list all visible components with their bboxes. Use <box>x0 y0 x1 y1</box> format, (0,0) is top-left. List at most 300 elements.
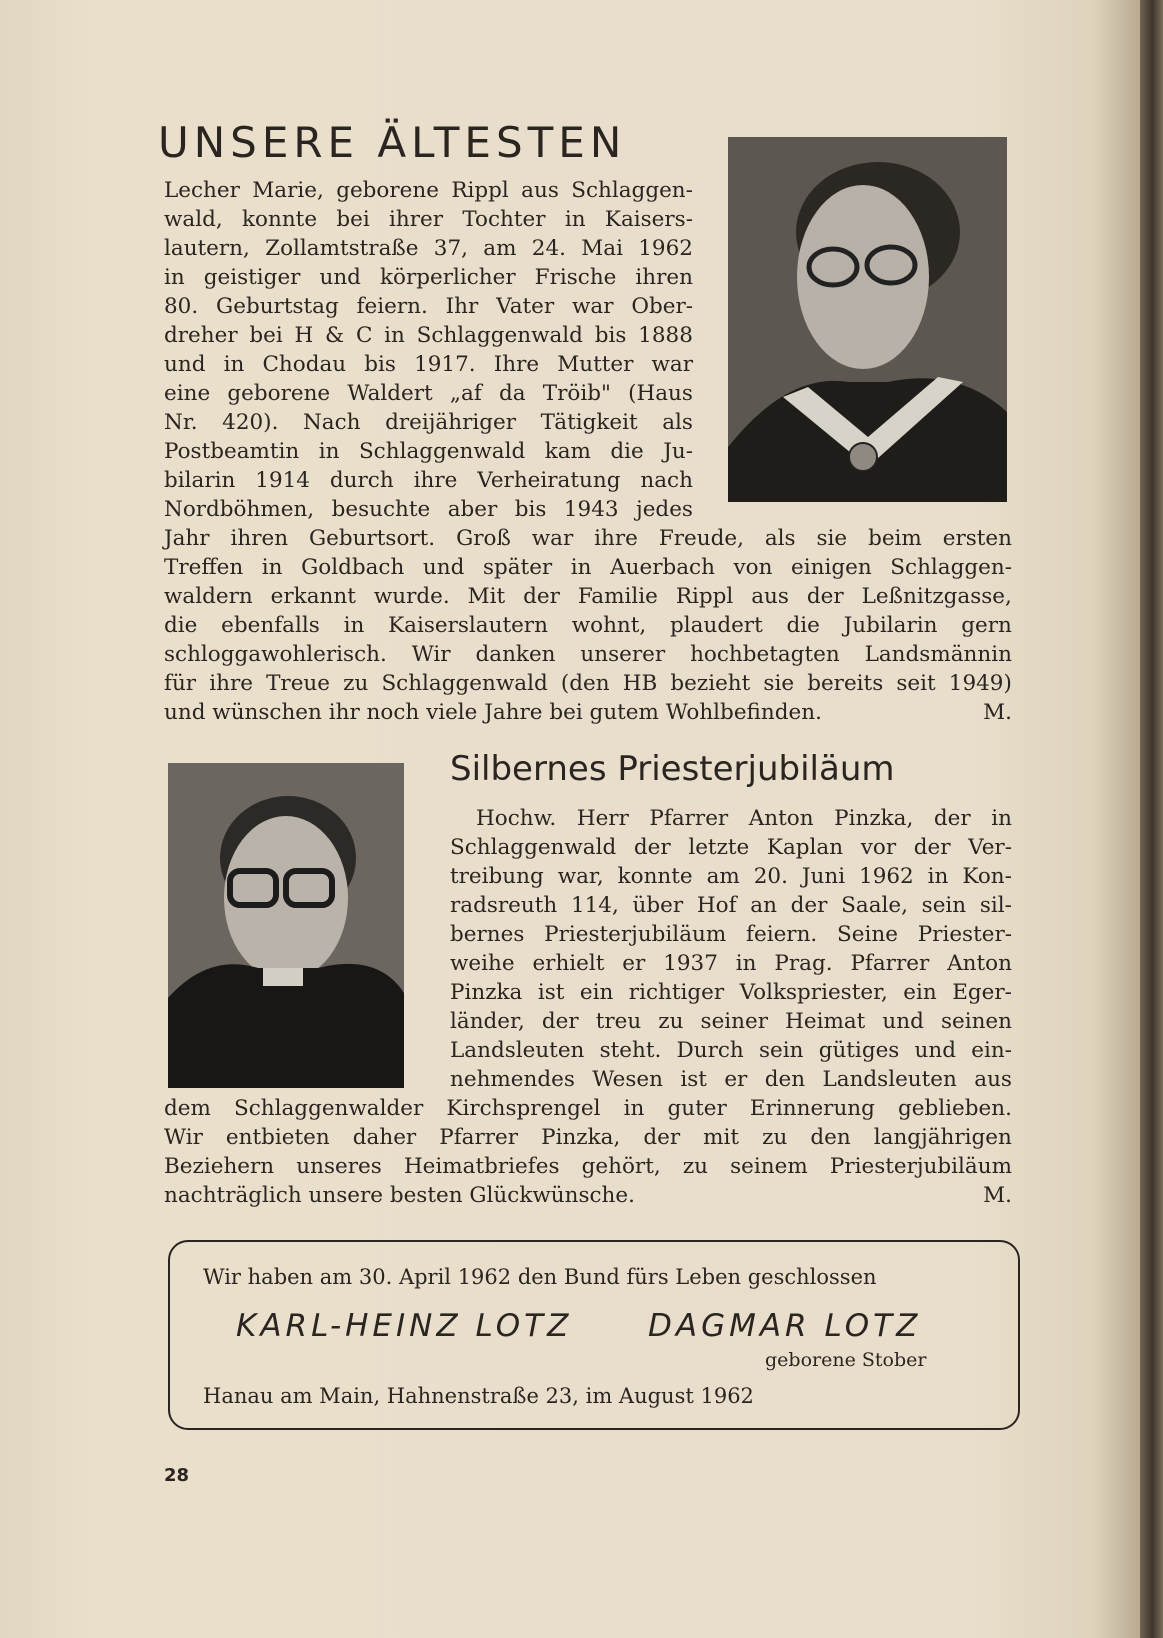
word: Schlaggenwald <box>416 323 583 348</box>
word: feiern. <box>746 922 818 947</box>
word: und <box>319 265 361 290</box>
word: einigen <box>791 555 872 580</box>
word: in <box>570 555 592 580</box>
word: die <box>786 613 820 638</box>
word: 1937 <box>663 951 718 976</box>
word: seinen <box>940 1009 1012 1034</box>
text-line-content <box>476 804 1012 833</box>
word: Volkspriester, <box>739 980 888 1005</box>
heading-unsere-aeltesten: UNSERE ÄLTESTEN <box>158 118 627 167</box>
word: Hof <box>696 893 737 918</box>
word: Familie <box>577 584 658 609</box>
word: nach <box>640 468 693 493</box>
word: über <box>632 893 684 918</box>
word: Geburtstag <box>216 294 339 319</box>
word: geborene <box>336 178 439 203</box>
word: treu <box>595 1009 642 1034</box>
text-line-content <box>164 466 693 495</box>
word: bis <box>594 323 627 348</box>
word: gütiges <box>818 1038 900 1063</box>
word: radsreuth <box>450 893 558 918</box>
word: der <box>790 893 828 918</box>
word: weihe <box>450 951 515 976</box>
word: Priesterjubiläum <box>829 1154 1012 1179</box>
text-line-content: und wünschen ihr noch viele Jahre bei gutem Wohlbefinden. <box>164 700 822 725</box>
text-line <box>164 466 693 495</box>
word: ein <box>903 980 937 1005</box>
word: erhielt <box>532 951 605 976</box>
text-line-content <box>164 640 1012 669</box>
word: 1888 <box>638 323 693 348</box>
text-line <box>164 437 693 466</box>
text-line-content <box>164 1152 1012 1181</box>
word: Pinzka, <box>541 1125 621 1150</box>
word: der <box>541 1009 579 1034</box>
word: als <box>764 526 796 551</box>
word: in <box>261 555 283 580</box>
text-line <box>450 920 1012 949</box>
word: der <box>806 584 844 609</box>
word: Schlaggenwalder <box>234 1096 424 1121</box>
word: Lecher <box>164 178 240 203</box>
text-line <box>450 862 1012 891</box>
word: Seine <box>837 922 898 947</box>
text-line <box>164 524 1012 553</box>
word: Geburtsort. <box>308 526 436 551</box>
word: Zollamtstraße <box>265 236 419 261</box>
text-line-content <box>450 1036 1012 1065</box>
word: Beziehern <box>164 1154 275 1179</box>
text-line-content <box>450 949 1012 978</box>
text-line <box>164 379 693 408</box>
text-line <box>164 553 1012 582</box>
word: ihren <box>635 265 693 290</box>
word: später <box>482 555 553 580</box>
word: Rippl <box>675 584 734 609</box>
word: Prag. <box>774 951 833 976</box>
word: Anton <box>947 951 1012 976</box>
word: HB <box>622 671 658 696</box>
word: dreijähriger <box>385 410 516 435</box>
word: Jahr <box>164 526 210 551</box>
word: bernes <box>450 922 525 947</box>
text-line-content <box>164 495 693 524</box>
word: Postbeamtin <box>164 439 300 464</box>
text-line-content <box>164 1123 1012 1152</box>
word: seinem <box>730 1154 808 1179</box>
text-line <box>450 1065 1012 1094</box>
text-line-content <box>164 408 693 437</box>
word: der <box>633 835 671 860</box>
word: ihre <box>209 671 253 696</box>
word: Kirchsprengel <box>446 1096 601 1121</box>
word: ihrer <box>389 207 444 232</box>
text-line-content <box>450 891 1012 920</box>
word: bezieht <box>670 671 751 696</box>
text-line <box>164 234 693 263</box>
page-spine <box>1140 0 1163 1638</box>
text-line <box>164 495 693 524</box>
text-line-content <box>164 553 1012 582</box>
text-line <box>164 205 693 234</box>
word: erkannt <box>270 584 356 609</box>
word: Mutter <box>557 352 634 377</box>
word: Ihr <box>445 294 479 319</box>
text-line <box>164 1152 1012 1181</box>
word: Landsleuten <box>450 1038 585 1063</box>
word: Heimat <box>785 1009 866 1034</box>
word: Landsmännin <box>864 642 1012 667</box>
announcement-line: Wir haben am 30. April 1962 den Bund fürs Leben geschlossen <box>203 1265 877 1289</box>
word: ersten <box>942 526 1012 551</box>
word: schloggawohlerisch. <box>164 642 387 667</box>
word: Nordböhmen, <box>164 497 315 522</box>
word: an <box>750 893 777 918</box>
word: ihren <box>230 526 289 551</box>
text-line-content <box>164 176 693 205</box>
text-line <box>164 669 1012 698</box>
text-line <box>476 804 1012 833</box>
word: Priesterjubiläum <box>544 922 727 947</box>
word: ihre <box>594 526 638 551</box>
text-line-content <box>164 379 693 408</box>
word: Kaiserslautern <box>388 613 548 638</box>
word: 1917. <box>414 352 476 377</box>
text-line-content <box>164 292 693 321</box>
word: Waldert <box>347 381 433 406</box>
word: den <box>810 1125 851 1150</box>
word: Schlaggen- <box>571 178 693 203</box>
word: entbieten <box>225 1125 330 1150</box>
text-line-content <box>164 582 1012 611</box>
word: Treffen <box>164 555 244 580</box>
word: in <box>735 951 757 976</box>
word: Wesen <box>592 1067 663 1092</box>
text-line <box>164 408 693 437</box>
word: wohnt, <box>571 613 647 638</box>
bride-name: DAGMAR LOTZ <box>648 1308 922 1344</box>
word: Verheiratung <box>477 468 621 493</box>
word: sein <box>921 893 967 918</box>
word: Goldbach <box>301 555 405 580</box>
word: Chodau <box>262 352 347 377</box>
word: ein- <box>971 1038 1012 1063</box>
word: zu <box>682 1154 708 1179</box>
word: Leßnitzgasse, <box>861 584 1012 609</box>
word: konnte <box>617 864 693 889</box>
text-line <box>164 582 1012 611</box>
word: unserer <box>580 642 666 667</box>
word: in <box>927 864 949 889</box>
text-line <box>164 292 693 321</box>
text-line-content <box>450 862 1012 891</box>
word: die <box>610 439 644 464</box>
word: länder, <box>450 1009 525 1034</box>
word: der <box>643 1125 681 1150</box>
text-line <box>164 176 693 205</box>
word: die <box>164 613 198 638</box>
word: 420). <box>222 410 279 435</box>
word: richtiger <box>628 980 725 1005</box>
word: bis <box>514 497 547 522</box>
page-number: 28 <box>164 1465 190 1486</box>
word: Rippl <box>451 178 509 203</box>
word: 1949) <box>948 671 1012 696</box>
word: Erinnerung <box>749 1096 875 1121</box>
word: Tätigkeit <box>540 410 638 435</box>
word: (Haus <box>628 381 693 406</box>
word: der <box>523 584 560 609</box>
word: war, <box>557 864 604 889</box>
word: und <box>422 555 465 580</box>
word: besuchte <box>331 497 431 522</box>
word: war <box>572 294 614 319</box>
groom-name: KARL-HEINZ LOTZ <box>236 1308 573 1344</box>
word: Schlaggenwald <box>450 835 617 860</box>
heading-silbernes-priesterjubilaeum: Silbernes Priesterjubiläum <box>450 749 895 789</box>
word: aus <box>521 178 559 203</box>
word: plaudert <box>670 613 763 638</box>
word: Jubilarin <box>843 613 938 638</box>
word: in <box>623 1096 645 1121</box>
word: danken <box>475 642 556 667</box>
text-line-content <box>164 669 1012 698</box>
word: aus <box>974 1067 1012 1092</box>
word: ein <box>579 980 614 1005</box>
word: als <box>662 410 693 435</box>
word: bei <box>336 207 370 232</box>
word: Pinzka, <box>834 806 914 831</box>
word: ist <box>537 980 565 1005</box>
word: am <box>706 864 740 889</box>
word: steht. <box>599 1038 662 1063</box>
word: Kaplan <box>766 835 844 860</box>
word: in <box>343 613 365 638</box>
word: den <box>764 1067 806 1092</box>
word: Mai <box>581 236 623 261</box>
word: wald, <box>164 207 223 232</box>
text-line <box>164 263 693 292</box>
text-line-content <box>164 321 693 350</box>
word: bereits <box>807 671 884 696</box>
word: in <box>384 323 405 348</box>
word: Nach <box>302 410 361 435</box>
word: kam <box>544 439 591 464</box>
word: Freude, <box>658 526 744 551</box>
word: Heimatbriefes <box>403 1154 560 1179</box>
word: bilarin <box>164 468 236 493</box>
bride-maiden-name: geborene Stober <box>765 1349 927 1371</box>
word: sein <box>759 1038 804 1063</box>
text-line-content <box>164 611 1012 640</box>
word: Durch <box>676 1038 744 1063</box>
text-line-content: nachträglich unsere besten Glückwünsche. <box>164 1183 635 1208</box>
word: Vater <box>496 294 555 319</box>
word: Auerbach <box>610 555 715 580</box>
word: sil- <box>979 893 1012 918</box>
word: Schlaggenwald <box>381 671 548 696</box>
text-line <box>450 978 1012 1007</box>
word: Hochw. <box>476 806 557 831</box>
text-line-content <box>164 1094 1012 1123</box>
text-line <box>450 891 1012 920</box>
word: mit <box>703 1125 740 1150</box>
word: zu <box>343 671 369 696</box>
word: letzte <box>688 835 750 860</box>
word: in <box>991 806 1012 831</box>
word: hochbetagten <box>690 642 840 667</box>
text-line <box>450 1036 1012 1065</box>
text-line-content <box>450 978 1012 1007</box>
word: Pinzka <box>450 980 523 1005</box>
word: eine <box>164 381 211 406</box>
word: und <box>882 1009 924 1034</box>
word: gern <box>961 613 1012 638</box>
word: Pfarrer <box>850 951 930 976</box>
word: jedes <box>636 497 693 522</box>
text-line-content <box>450 1007 1012 1036</box>
word: Marie, <box>252 178 324 203</box>
text-line <box>164 698 1012 727</box>
word: nehmendes <box>450 1067 575 1092</box>
word: und <box>164 352 206 377</box>
word: in <box>223 352 245 377</box>
word: (den <box>560 671 610 696</box>
word: 37, <box>433 236 468 261</box>
word: Ver- <box>968 835 1012 860</box>
announcement-place-date: Hanau am Main, Hahnenstraße 23, im August 1962 <box>203 1384 754 1408</box>
word: Schlaggenwald <box>358 439 526 464</box>
word: körperlicher <box>379 265 516 290</box>
text-line <box>450 949 1012 978</box>
word: und <box>914 1038 957 1063</box>
word: Kon- <box>962 864 1012 889</box>
word: seit <box>896 671 936 696</box>
word: dreher <box>164 323 238 348</box>
word: 1943 <box>563 497 619 522</box>
text-line-content <box>450 1065 1012 1094</box>
text-line-content <box>164 263 693 292</box>
text-line <box>164 321 693 350</box>
word: sie <box>763 671 795 696</box>
word: 1914 <box>255 468 310 493</box>
word: daher <box>352 1125 417 1150</box>
word: da <box>499 381 526 406</box>
text-line-content <box>164 205 693 234</box>
word: seiner <box>700 1009 769 1034</box>
photo-priest <box>168 763 404 1088</box>
word: durch <box>329 468 394 493</box>
word: ebenfalls <box>221 613 320 638</box>
word: Eger- <box>952 980 1012 1005</box>
word: in <box>318 439 340 464</box>
word: bei <box>249 323 283 348</box>
word: Pfarrer <box>649 806 729 831</box>
word: Anton <box>748 806 814 831</box>
word: lautern, <box>164 236 250 261</box>
text-line-content <box>450 920 1012 949</box>
text-line-content <box>164 524 1012 553</box>
text-line <box>164 350 693 379</box>
word: zu <box>658 1009 684 1034</box>
word: 1962 <box>859 864 914 889</box>
word: langjährigen <box>873 1125 1012 1150</box>
word: konnte <box>242 207 318 232</box>
word: in <box>564 207 586 232</box>
text-line <box>164 1094 1012 1123</box>
text-line <box>164 1181 1012 1210</box>
word: sie <box>816 526 848 551</box>
word: Treue <box>266 671 330 696</box>
word: der <box>933 806 971 831</box>
word: Landsleuten <box>822 1067 957 1092</box>
text-line-content <box>164 350 693 379</box>
word: ihre <box>413 468 458 493</box>
word: Schlaggen- <box>890 555 1012 580</box>
word: ist <box>680 1067 707 1092</box>
word: Priester- <box>917 922 1012 947</box>
word: geistiger <box>203 265 301 290</box>
word: bis <box>364 352 396 377</box>
word: Wir <box>411 642 451 667</box>
word: 20. <box>753 864 788 889</box>
word: zu <box>762 1125 788 1150</box>
word: Juni <box>801 864 846 889</box>
word: aus <box>751 584 789 609</box>
word: beim <box>868 526 922 551</box>
word: von <box>733 555 773 580</box>
text-line <box>164 611 1012 640</box>
word: 24. <box>531 236 566 261</box>
word: 80. <box>164 294 199 319</box>
text-line <box>450 1007 1012 1036</box>
word: Tochter <box>462 207 546 232</box>
word: Groß <box>456 526 511 551</box>
word: & <box>325 323 345 348</box>
word: der <box>913 835 951 860</box>
word: H <box>294 323 314 348</box>
word: war <box>651 352 693 377</box>
word: gehört, <box>581 1154 661 1179</box>
word: Wir <box>164 1125 203 1150</box>
word: aber <box>447 497 498 522</box>
word: Herr <box>576 806 629 831</box>
word: unseres <box>296 1154 382 1179</box>
word: Saale, <box>841 893 908 918</box>
word: C <box>355 323 373 348</box>
text-line-content <box>164 234 693 263</box>
text-line-content <box>450 833 1012 862</box>
word: Ju- <box>663 439 693 464</box>
word: für <box>164 671 197 696</box>
text-line <box>450 833 1012 862</box>
word: treibung <box>450 864 544 889</box>
word: „af <box>449 381 482 406</box>
word: wurde. <box>373 584 450 609</box>
word: er <box>622 951 646 976</box>
word: in <box>164 265 185 290</box>
signature: M. <box>983 1183 1012 1208</box>
signature: M. <box>983 700 1012 725</box>
word: er <box>724 1067 748 1092</box>
word: Pfarrer <box>439 1125 519 1150</box>
text-line-content <box>164 437 693 466</box>
word: geblieben. <box>898 1096 1012 1121</box>
text-line <box>164 640 1012 669</box>
word: geborene <box>227 381 331 406</box>
word: dem <box>164 1096 211 1121</box>
photo-woman <box>728 137 1007 502</box>
